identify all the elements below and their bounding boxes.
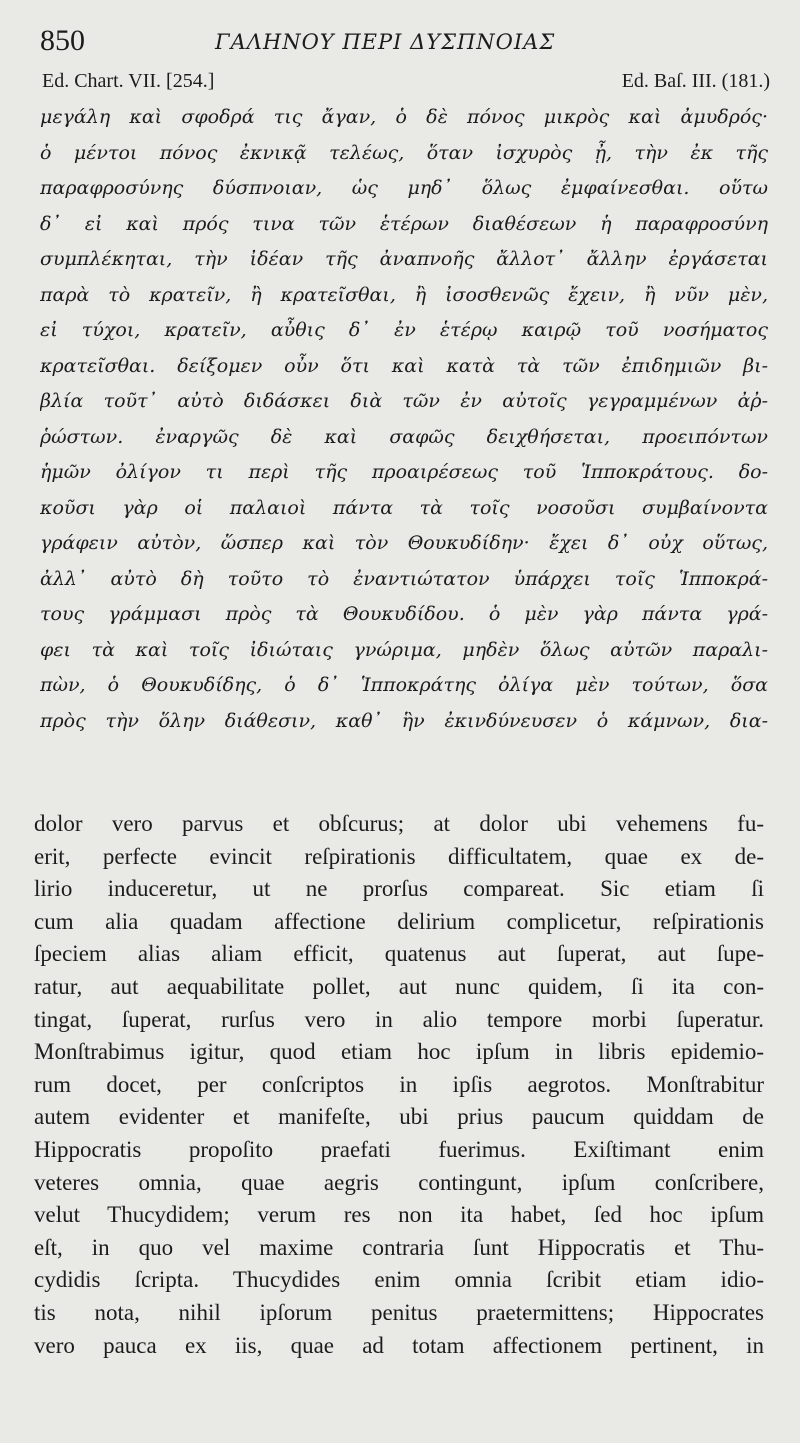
latin-text-line: dolor vero parvus et obſcurus; at dolor ubi vehemens fu-: [34, 811, 764, 836]
greek-text-line: ὁ μέντοι πόνος ἐκνικᾷ τελέως, ὅταν ἰσχυρὸς ᾖ, τὴν ἐκ τῆς: [40, 141, 768, 164]
greek-text-line: πρὸς τὴν ὅλην διάθεσιν, καθ᾽ ἣν ἐκινδύνευσεν ὁ κάμνων, δια-: [40, 709, 768, 732]
edition-reference-basel: Ed. Baſ. III. (181.): [621, 70, 770, 92]
greek-text-line: ἡμῶν ὀλίγον τι περὶ τῆς προαιρέσεως τοῦ Ἱπποκράτους. δο-: [40, 461, 768, 483]
running-title: ΓΑΛΗΝΟΥ ΠΕΡΙ ΔΥΣΠΝΟΙΑΣ: [215, 30, 556, 54]
latin-text-line: Monſtrabimus igitur, quod etiam hoc ipſum in libris epidemio-: [34, 1039, 764, 1065]
latin-text-line: tis nota, nihil ipſorum penitus praetermittens; Hippocrates: [34, 1299, 764, 1325]
greek-text-line: κρατεῖσθαι. δείξομεν οὖν ὅτι καὶ κατὰ τὰ τῶν ἐπιδημιῶν βι-: [40, 354, 768, 377]
greek-text-line: ἀλλ᾽ αὐτὸ δὴ τοῦτο τὸ ἐναντιώτατον ὑπάρχει τοῖς Ἱπποκρά-: [40, 567, 768, 590]
latin-text-line: ſpeciem alias aliam efficit, quatenus aut ſuperat, aut ſupe-: [34, 941, 764, 967]
greek-text-line: παρὰ τὸ κρατεῖν, ἢ κρατεῖσθαι, ἢ ἰσοσθενῶς ἔχειν, ἢ νῦν μὲν,: [40, 283, 768, 306]
latin-text-line: vero pauca ex iis, quae ad totam affectionem pertinent, in: [34, 1332, 764, 1358]
latin-text-line: veteres omnia, quae aegris contingunt, ipſum conſcribere,: [34, 1169, 764, 1195]
latin-text-line: tingat, ſuperat, rurſus vero in alio tempore morbi ſuperatur.: [34, 1006, 764, 1032]
greek-text-line: εἰ τύχοι, κρατεῖν, αὖθις δ᾽ ἐν ἑτέρῳ καιρῷ τοῦ νοσήματος: [40, 319, 768, 341]
edition-references: [42, 70, 770, 98]
greek-text-line: δ᾽ εἰ καὶ πρός τινα τῶν ἑτέρων διαθέσεων ἡ παραφροσύνη: [40, 212, 768, 235]
latin-text-line: lirio induceretur, ut ne prorſus compareat. Sic etiam ſi: [34, 876, 764, 902]
greek-text-line: φει τὰ καὶ τοῖς ἰδιώταις γνώριμα, μηδὲν ὅλως αὐτῶν παραλι-: [40, 638, 768, 661]
latin-text-line: autem evidenter et manifeſte, ubi prius paucum quiddam de: [34, 1104, 764, 1130]
latin-text-line: rum docet, per conſcriptos in ipſis aegrotos. Monſtrabitur: [34, 1071, 764, 1097]
latin-text-line: eſt, in quo vel maxime contraria ſunt Hippocratis et Thu-: [34, 1234, 764, 1260]
greek-text-line: κοῦσι γὰρ οἱ παλαιοὶ πάντα τὰ τοῖς νοσοῦσι συμβαίνοντα: [40, 496, 768, 519]
edition-reference-chartier: Ed. Chart. VII. [254.]: [42, 70, 215, 92]
page-number: 850: [40, 24, 85, 57]
latin-text-line: Hippocratis propoſito praefati fuerimus. Exiſtimant enim: [34, 1136, 764, 1162]
greek-text-line: συμπλέκηται, τὴν ἰδέαν τῆς ἀναπνοῆς ἄλλοτ᾽ ἄλλην ἐργάσεται: [40, 248, 768, 270]
latin-text-line: erit, perfecte evincit reſpirationis difficultatem, quae ex de-: [34, 843, 764, 869]
greek-text-line: γράφειν αὐτὸν, ὥσπερ καὶ τὸν Θουκυδίδην· ἔχει δ᾽ οὐχ οὕτως,: [40, 532, 768, 554]
greek-text-block: [40, 100, 768, 739]
page-header: [40, 24, 770, 64]
latin-text-block: [34, 808, 764, 1362]
latin-text-line: velut Thucydidem; verum res non ita habet, ſed hoc ipſum: [34, 1202, 764, 1228]
latin-text-line: ratur, aut aequabilitate pollet, aut nunc quidem, ſi ita con-: [34, 973, 764, 999]
greek-text-line: τους γράμμασι πρὸς τὰ Θουκυδίδου. ὁ μὲν γὰρ πάντα γρά-: [40, 603, 768, 625]
latin-text-line: cum alia quadam affectione delirium complicetur, reſpirationis: [34, 908, 764, 934]
latin-text-line: cydidis ſcripta. Thucydides enim omnia ſcribit etiam idio-: [34, 1267, 764, 1293]
greek-text-line: πὼν, ὁ Θουκυδίδης, ὁ δ᾽ Ἱπποκράτης ὀλίγα μὲν τούτων, ὅσα: [40, 674, 768, 696]
greek-text-line: ῥώστων. ἐναργῶς δὲ καὶ σαφῶς δειχθήσεται, προειπόντων: [40, 425, 768, 448]
greek-text-line: βλία τοῦτ᾽ αὐτὸ διδάσκει διὰ τῶν ἐν αὐτοῖς γεγραμμένων ἀῤ-: [40, 390, 768, 412]
greek-text-line: μεγάλη καὶ σφοδρά τις ἄγαν, ὁ δὲ πόνος μικρὸς καὶ ἀμυδρός·: [40, 106, 768, 128]
greek-text-line: παραφροσύνης δύσπνοιαν, ὡς μηδ᾽ ὅλως ἐμφαίνεσθαι. οὕτω: [40, 177, 768, 199]
